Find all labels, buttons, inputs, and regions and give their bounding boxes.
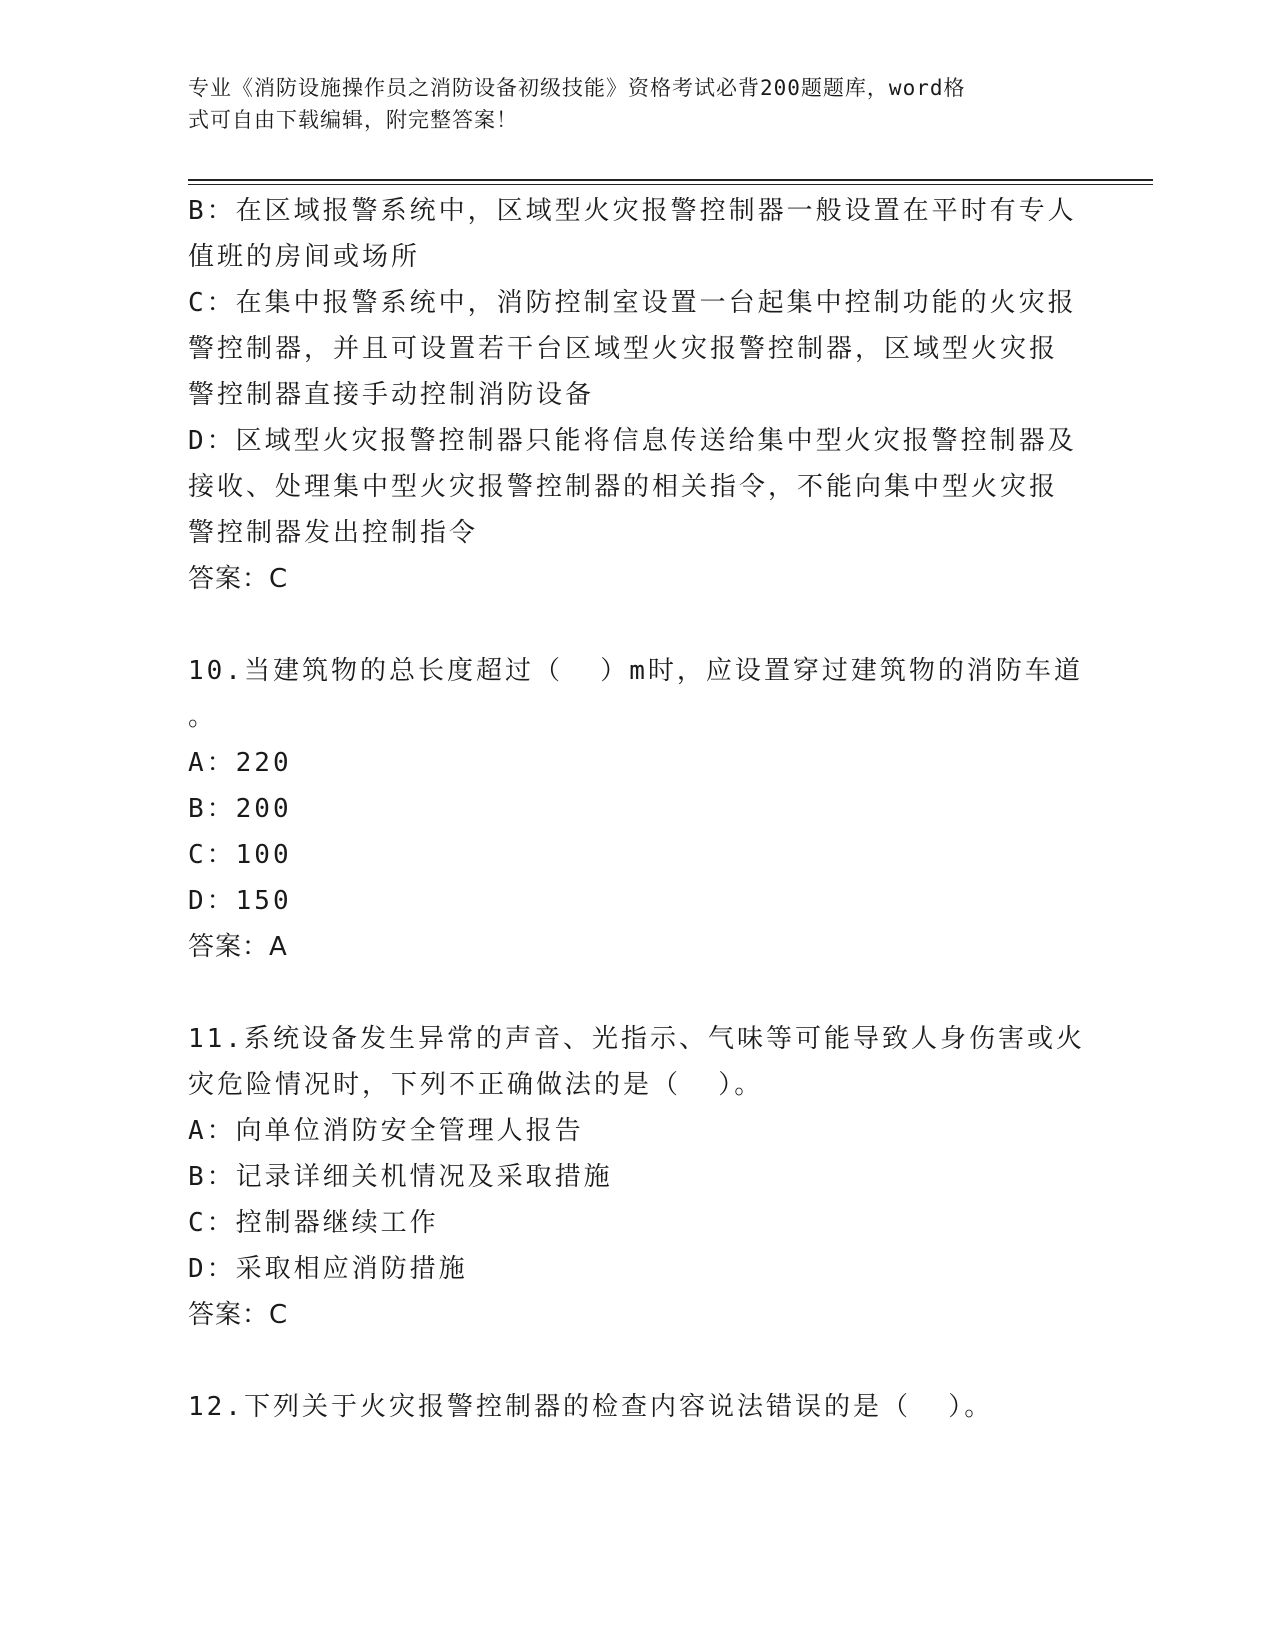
header-divider-thick [188, 179, 1153, 181]
q10-option-a: A：220 [188, 748, 292, 778]
q10-answer: 答案：A [188, 932, 288, 962]
header-divider-thin [188, 184, 1153, 185]
question-list [188, 188, 1088, 1430]
q10-stem-line-1: 10.当建筑物的总长度超过（ ）m时，应设置穿过建筑物的消防车道 [188, 656, 1083, 686]
q10-option-b: B：200 [188, 794, 292, 824]
q9-answer: 答案：C [188, 564, 289, 594]
q11-stem-line-2: 灾危险情况时，下列不正确做法的是（ ）。 [188, 1070, 764, 1100]
q10-option-c: C：100 [188, 840, 292, 870]
spacer [188, 1338, 1088, 1384]
header-line-1: 专业《消防设施操作员之消防设备初级技能》资格考试必背200题题库，word格 [188, 76, 966, 100]
q9-option-d-line-3: 警控制器发出控制指令 [188, 518, 479, 548]
q11-stem-line-1: 11.系统设备发生异常的声音、光指示、气味等可能导致人身伤害或火 [188, 1024, 1085, 1054]
question-11 [188, 1016, 1088, 1338]
q9-option-c-line-2: 警控制器，并且可设置若干台区域型火灾报警控制器，区域型火灾报 [188, 334, 1059, 364]
q9-option-d-line-2: 接收、处理集中型火灾报警控制器的相关指令，不能向集中型火灾报 [188, 472, 1059, 502]
q9-option-c-line-1: C：在集中报警系统中，消防控制室设置一台起集中控制功能的火灾报 [188, 288, 1077, 318]
q9-option-b-line-2: 值班的房间或场所 [188, 242, 421, 272]
q11-answer: 答案：C [188, 1300, 289, 1330]
spacer [188, 970, 1088, 1016]
q10-stem-line-2: 。 [188, 702, 218, 732]
header-line-2: 式可自由下载编辑，附完整答案！ [188, 108, 518, 132]
q9-option-c-line-3: 警控制器直接手动控制消防设备 [188, 380, 595, 410]
q11-option-c: C：控制器继续工作 [188, 1208, 439, 1238]
spacer [188, 602, 1088, 648]
q11-option-b: B：记录详细关机情况及采取措施 [188, 1162, 613, 1192]
q11-option-d: D：采取相应消防措施 [188, 1254, 468, 1284]
q11-option-a: A：向单位消防安全管理人报告 [188, 1116, 584, 1146]
q9-option-b-line-1: B：在区域报警系统中，区域型火灾报警控制器一般设置在平时有专人 [188, 196, 1077, 226]
document-header [188, 72, 1068, 136]
q9-option-d-line-1: D：区域型火灾报警控制器只能将信息传送给集中型火灾报警控制器及 [188, 426, 1077, 456]
q10-option-d: D：150 [188, 886, 292, 916]
question-12 [188, 1384, 1088, 1430]
question-10 [188, 648, 1088, 970]
q12-stem-line-1: 12.下列关于火灾报警控制器的检查内容说法错误的是（ ）。 [188, 1392, 994, 1422]
question-9-continued [188, 188, 1088, 602]
